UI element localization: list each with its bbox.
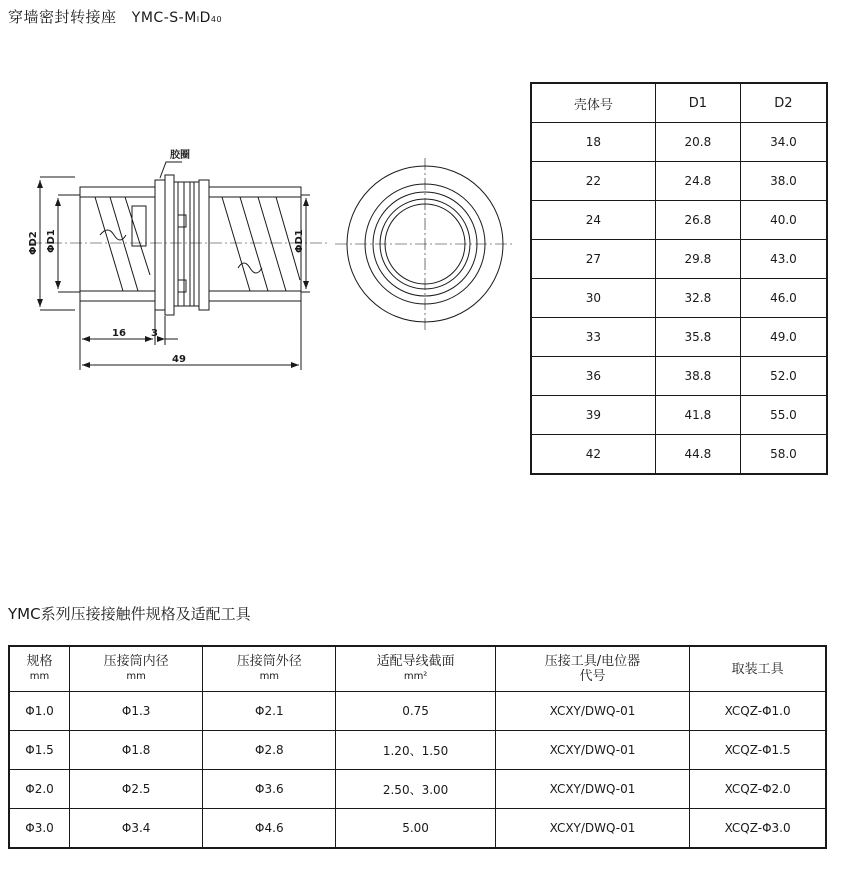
cell: 46.0 (740, 279, 827, 318)
table-row (9, 692, 826, 731)
header-cell: 压接筒内径 mm (70, 646, 203, 692)
header-cell: 压接筒外径 mm (203, 646, 336, 692)
cell: 36 (531, 357, 655, 396)
cell: Φ4.6 (203, 809, 336, 849)
d2-label: ΦD2 (28, 231, 39, 255)
cell: Φ3.4 (70, 809, 203, 849)
header-cell: 壳体号 (531, 83, 655, 123)
cell: XCQZ-Φ2.0 (690, 770, 826, 809)
table-row (531, 396, 827, 435)
cell: XCXY/DWQ-01 (495, 731, 689, 770)
header-cell: D1 (655, 83, 740, 123)
header-cell: 取装工具 (690, 646, 826, 692)
section-title: YMC系列压接接触件规格及适配工具 (8, 605, 251, 623)
cell: 58.0 (740, 435, 827, 475)
cell: XCXY/DWQ-01 (495, 770, 689, 809)
cell: Φ1.0 (9, 692, 70, 731)
cell: XCQZ-Φ3.0 (690, 809, 826, 849)
table-row (531, 357, 827, 396)
connector-drawing (0, 140, 520, 380)
page-title (8, 6, 222, 27)
cell: 27 (531, 240, 655, 279)
dim-49-label: 49 (172, 354, 186, 365)
cell: Φ2.1 (203, 692, 336, 731)
cell: 5.00 (336, 809, 495, 849)
cell: 42 (531, 435, 655, 475)
table-row (9, 731, 826, 770)
table-row (531, 435, 827, 475)
table-header-row (9, 646, 826, 692)
cell: 38.0 (740, 162, 827, 201)
table-row (531, 162, 827, 201)
cell: Φ3.6 (203, 770, 336, 809)
cell: XCXY/DWQ-01 (495, 692, 689, 731)
cell: 22 (531, 162, 655, 201)
contact-spec-table (8, 645, 827, 849)
table-row (531, 318, 827, 357)
table-row (531, 123, 827, 162)
dim-3-label: 3 (151, 328, 158, 339)
header-cell: D2 (740, 83, 827, 123)
cell: 38.8 (655, 357, 740, 396)
header-cell: 适配导线截面 mm² (336, 646, 495, 692)
cell: 24 (531, 201, 655, 240)
cell: Φ2.0 (9, 770, 70, 809)
cell: XCQZ-Φ1.5 (690, 731, 826, 770)
cell: Φ1.5 (9, 731, 70, 770)
cell: Φ2.8 (203, 731, 336, 770)
cell: 2.50、3.00 (336, 770, 495, 809)
cell: 0.75 (336, 692, 495, 731)
header-cell: 规格 mm (9, 646, 70, 692)
cell: 55.0 (740, 396, 827, 435)
cell: 40.0 (740, 201, 827, 240)
cell: 29.8 (655, 240, 740, 279)
cell: XCQZ-Φ1.0 (690, 692, 826, 731)
cell: Φ2.5 (70, 770, 203, 809)
cell: 20.8 (655, 123, 740, 162)
cell: XCXY/DWQ-01 (495, 809, 689, 849)
model-code: YMC-S-MID40 (131, 10, 223, 26)
cell: 39 (531, 396, 655, 435)
cell: 34.0 (740, 123, 827, 162)
shell-size-table (530, 82, 828, 475)
gasket-label: 胶圈 (170, 150, 190, 161)
cell: 33 (531, 318, 655, 357)
d1-right-label: ΦD1 (294, 229, 305, 253)
cell: 26.8 (655, 201, 740, 240)
cell: 43.0 (740, 240, 827, 279)
cell: 41.8 (655, 396, 740, 435)
d1-left-label: ΦD1 (46, 229, 57, 253)
cell: 18 (531, 123, 655, 162)
table-row (531, 240, 827, 279)
cell: Φ1.3 (70, 692, 203, 731)
table-row (531, 201, 827, 240)
cell: 30 (531, 279, 655, 318)
cell: 32.8 (655, 279, 740, 318)
cell: 35.8 (655, 318, 740, 357)
cell: 52.0 (740, 357, 827, 396)
title-text: 穿墙密封转接座 (8, 8, 117, 26)
cell: Φ1.8 (70, 731, 203, 770)
cell: 44.8 (655, 435, 740, 475)
table-row (9, 809, 826, 849)
header-cell: 压接工具/电位器 代号 (495, 646, 689, 692)
table-row (531, 279, 827, 318)
table-row (9, 770, 826, 809)
cell: 24.8 (655, 162, 740, 201)
cell: 1.20、1.50 (336, 731, 495, 770)
cell: 49.0 (740, 318, 827, 357)
dim-16-label: 16 (112, 328, 126, 339)
cell: Φ3.0 (9, 809, 70, 849)
table-header-row (531, 83, 827, 123)
